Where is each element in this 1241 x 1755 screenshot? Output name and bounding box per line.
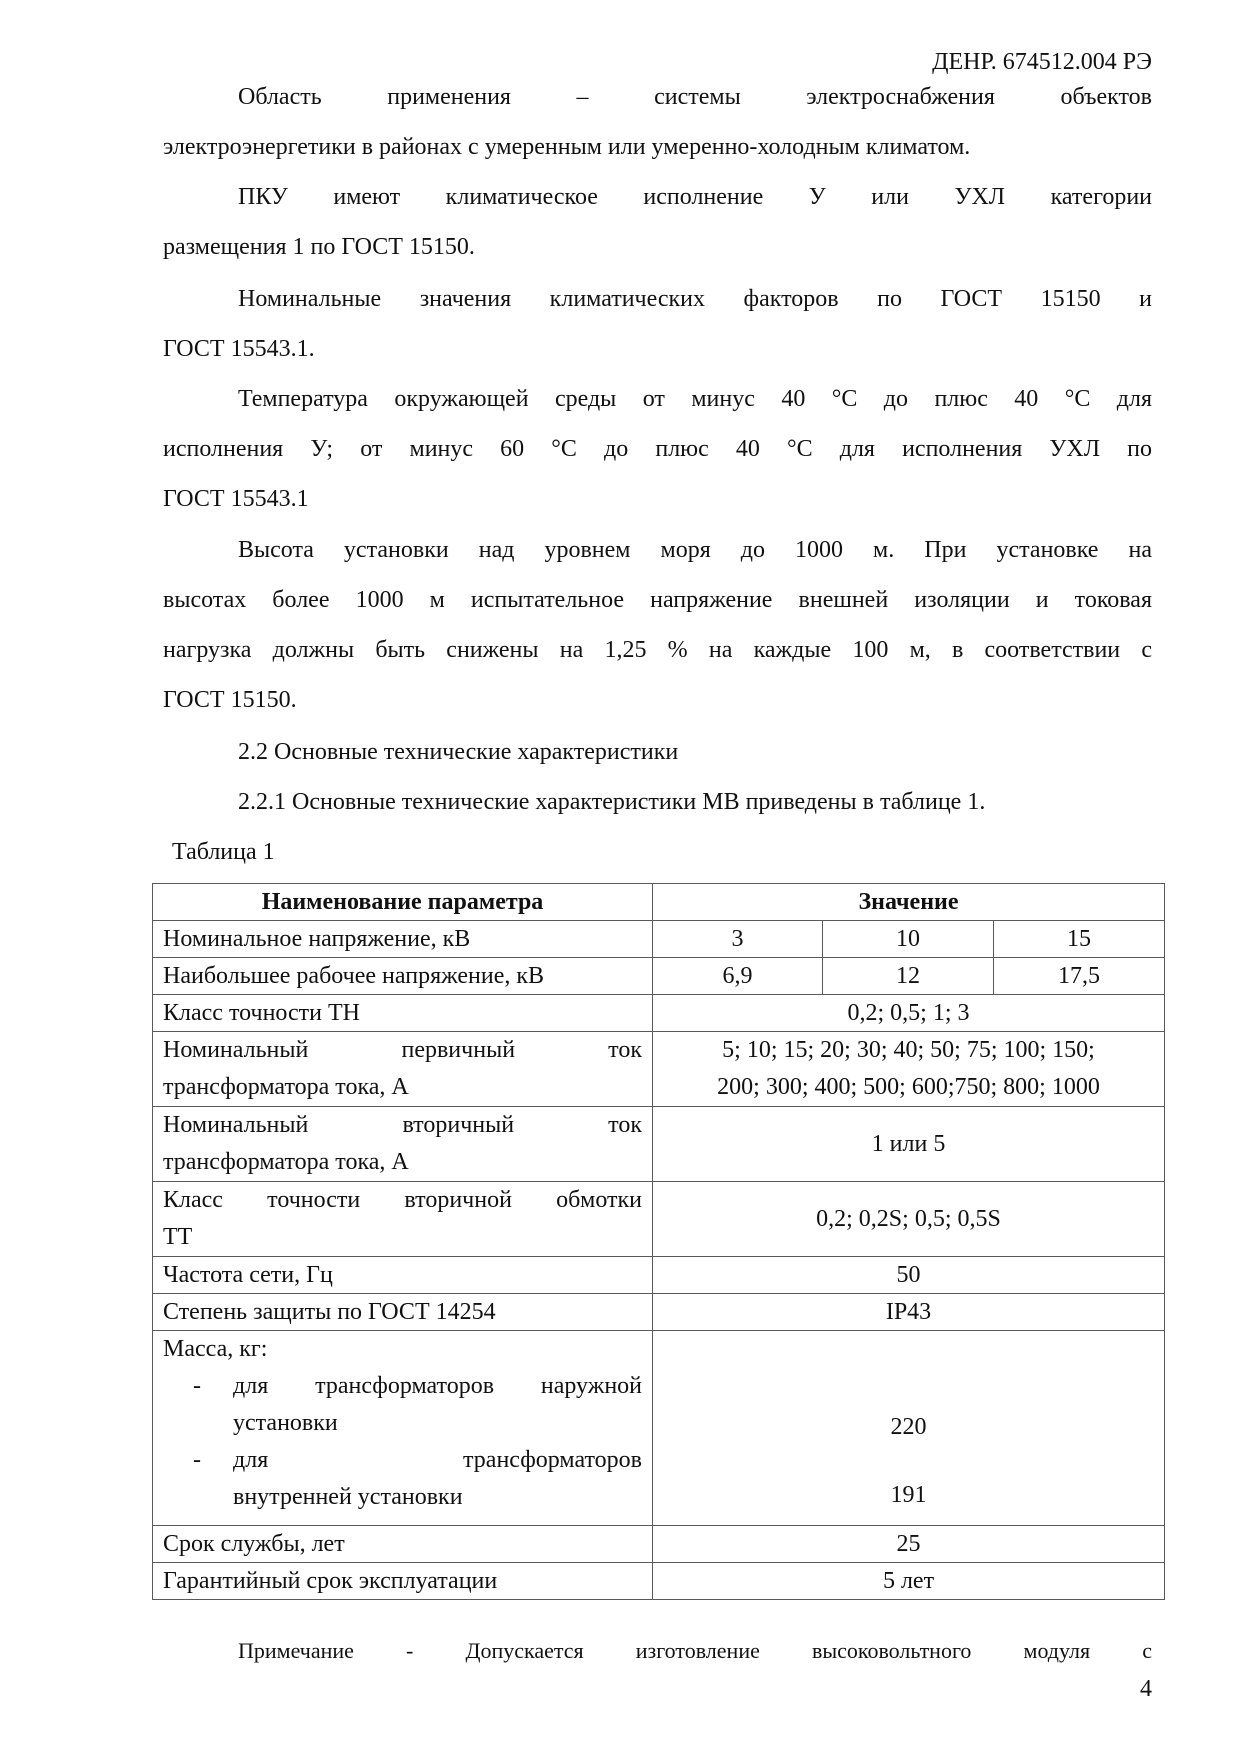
value-cell: 50 [653, 1257, 1165, 1294]
paragraph-line: ГОСТ 15543.1 [163, 486, 309, 512]
table-row [153, 1182, 1165, 1257]
table-row [153, 1526, 1165, 1563]
mass-item-text [233, 1368, 642, 1442]
value-cell: 6,9 [653, 958, 823, 995]
value-cell: 3 [653, 921, 823, 958]
mass-item [163, 1442, 642, 1516]
mass-item [163, 1368, 642, 1442]
note-text: Примечание - Допускается изготовление высоковольтного модуля с [238, 1638, 1152, 1663]
spec-table [152, 883, 1165, 1600]
param-cell [153, 1107, 653, 1182]
mass-value: 220 [890, 1414, 927, 1440]
page-number: 4 [1140, 1676, 1152, 1702]
param-line: Номинальный вторичный ток [163, 1112, 642, 1138]
paragraph-line: ГОСТ 15543.1. [163, 336, 315, 362]
paragraph-line: электроэнергетики в районах с умеренным или умеренно-холодным климатом. [163, 134, 971, 160]
paragraph-line: высотах более 1000 м испытательное напряжение внешней изоляции и токовая [163, 587, 1152, 613]
value-cell: 0,2; 0,5; 1; 3 [653, 995, 1165, 1032]
value-cell: 25 [653, 1526, 1165, 1563]
param-line: ТТ [163, 1224, 193, 1250]
param-cell [153, 1032, 653, 1107]
paragraph-line: ПКУ имеют климатическое исполнение У или УХЛ категории [238, 184, 1152, 210]
table-row [153, 921, 1165, 958]
param-line: Класс точности вторичной обмотки [163, 1187, 642, 1213]
value-line: 5; 10; 15; 20; 30; 40; 50; 75; 100; 150; [722, 1037, 1095, 1063]
table-header-row [153, 884, 1165, 921]
table-row [153, 1107, 1165, 1182]
value-cell: 1 или 5 [653, 1107, 1165, 1182]
param-line: трансформатора тока, А [163, 1074, 409, 1100]
mass-item-text [233, 1442, 642, 1516]
paragraph-line: размещения 1 по ГОСТ 15150. [163, 234, 475, 260]
document-code: ДЕНР. 674512.004 РЭ [932, 49, 1152, 75]
dash-bullet: - [193, 1373, 201, 1399]
param-line: Номинальный первичный ток [163, 1037, 642, 1063]
value-cell: 10 [823, 921, 994, 958]
table-row [153, 995, 1165, 1032]
value-cell: 15 [994, 921, 1165, 958]
param-cell: Класс точности ТН [153, 995, 653, 1032]
dash-bullet: - [193, 1447, 201, 1473]
value-cell [653, 1032, 1165, 1107]
section-heading: 2.2 Основные технические характеристики [238, 739, 679, 765]
value-cell: 17,5 [994, 958, 1165, 995]
param-cell [153, 1182, 653, 1257]
mass-item-line: для трансформаторов наружной [233, 1373, 642, 1399]
paragraph-line: Номинальные значения климатических факторов по ГОСТ 15150 и [238, 286, 1152, 312]
param-cell: Номинальное напряжение, кВ [153, 921, 653, 958]
table-row [153, 1032, 1165, 1107]
paragraph-line: Температура окружающей среды от минус 40 °С до плюс 40 °С для [238, 386, 1152, 412]
paragraph-line: нагрузка должны быть снижены на 1,25 % на каждые 100 м, в соответствии с [163, 637, 1152, 663]
param-cell: Частота сети, Гц [153, 1257, 653, 1294]
paragraph-line: исполнения У; от минус 60 °С до плюс 40 °С для исполнения УХЛ по [163, 436, 1152, 462]
param-cell [153, 1331, 653, 1526]
value-cell: IP43 [653, 1294, 1165, 1331]
header-param: Наименование параметра [153, 884, 653, 921]
param-line: трансформатора тока, А [163, 1149, 409, 1175]
header-value: Значение [653, 884, 1165, 921]
value-cell [653, 1331, 1165, 1526]
paragraph-line: ГОСТ 15150. [163, 687, 297, 713]
table-caption: Таблица 1 [172, 839, 275, 865]
table-row [153, 1563, 1165, 1600]
mass-label: Масса, кг: [163, 1336, 268, 1362]
mass-item-line: установки [233, 1410, 338, 1436]
table-row [153, 1331, 1165, 1526]
mass-value: 191 [890, 1482, 927, 1508]
paragraph-line: Высота установки над уровнем моря до 1000 м. При установке на [238, 537, 1152, 563]
table-row [153, 1257, 1165, 1294]
value-cell: 0,2; 0,2S; 0,5; 0,5S [653, 1182, 1165, 1257]
param-cell: Наибольшее рабочее напряжение, кВ [153, 958, 653, 995]
section-intro: 2.2.1 Основные технические характеристики МВ приведены в таблице 1. [238, 789, 986, 815]
value-cell: 12 [823, 958, 994, 995]
param-cell: Срок службы, лет [153, 1526, 653, 1563]
value-cell: 5 лет [653, 1563, 1165, 1600]
table-row [153, 1294, 1165, 1331]
mass-item-line: для трансформаторов [233, 1447, 642, 1473]
mass-item-line: внутренней установки [233, 1484, 463, 1510]
param-cell: Степень защиты по ГОСТ 14254 [153, 1294, 653, 1331]
table-row [153, 958, 1165, 995]
paragraph-line: Область применения – системы электроснабжения объектов [238, 84, 1152, 110]
value-line: 200; 300; 400; 500; 600;750; 800; 1000 [717, 1074, 1100, 1100]
param-cell: Гарантийный срок эксплуатации [153, 1563, 653, 1600]
